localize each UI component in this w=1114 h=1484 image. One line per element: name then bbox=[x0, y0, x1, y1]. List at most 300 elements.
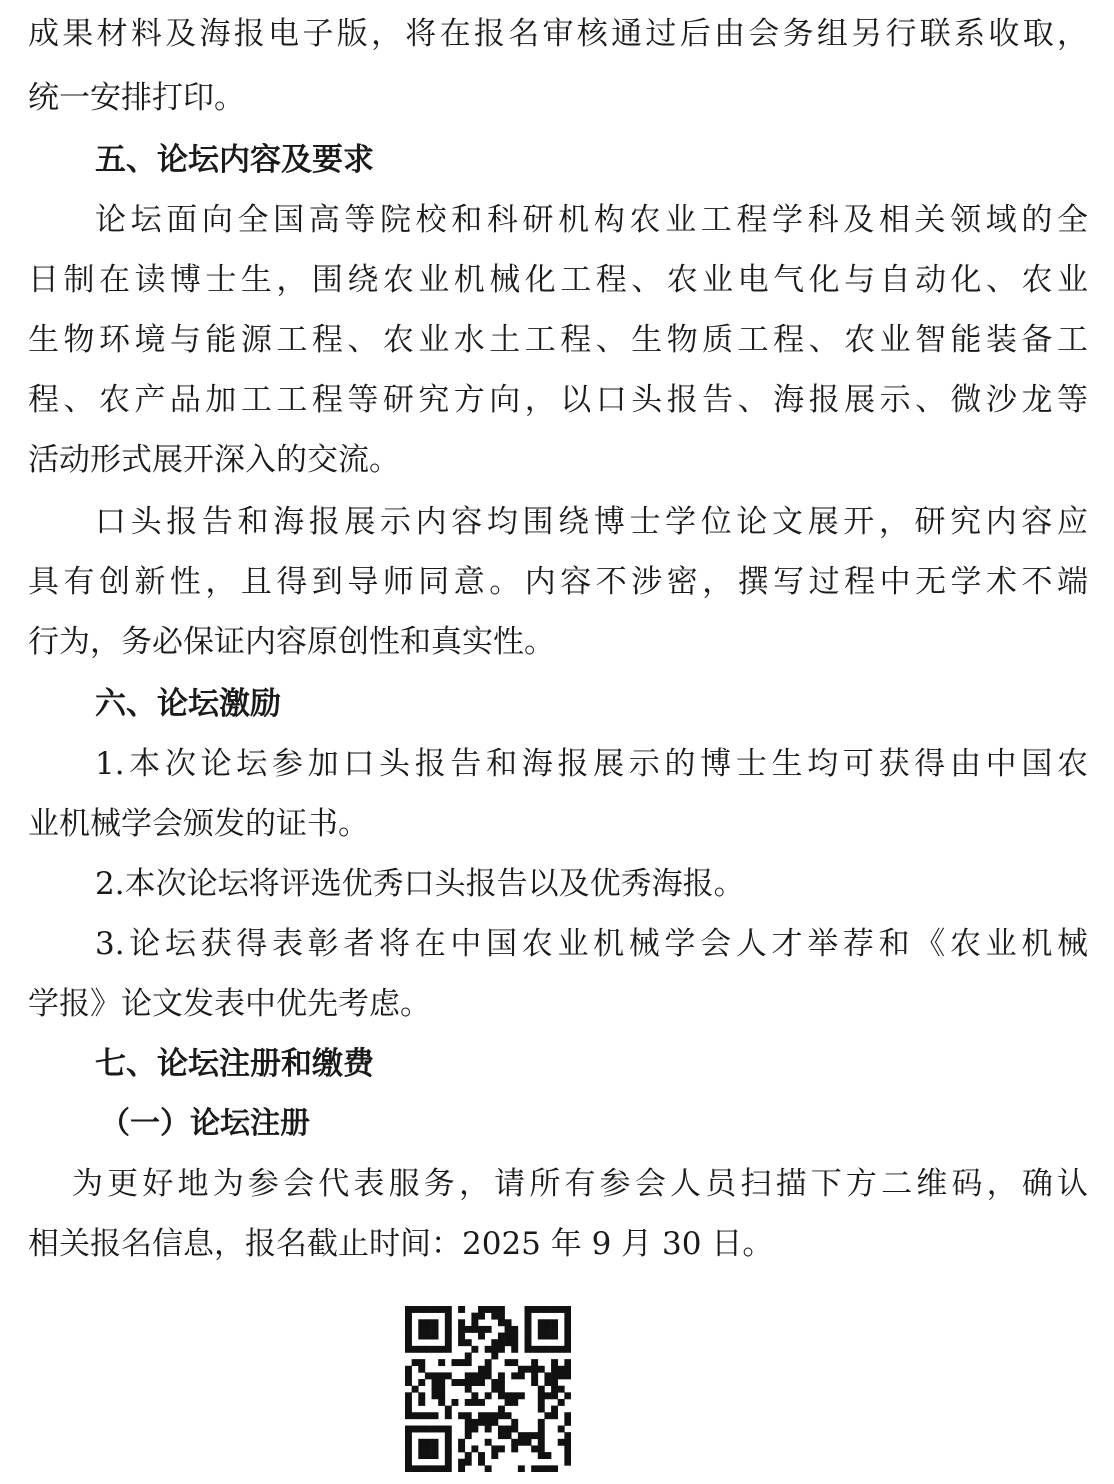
qr-module bbox=[491, 1379, 498, 1386]
qr-module bbox=[451, 1359, 458, 1366]
qr-module bbox=[544, 1306, 551, 1313]
qr-module bbox=[445, 1346, 452, 1353]
qr-module bbox=[551, 1333, 558, 1340]
qr-module bbox=[564, 1372, 571, 1379]
qr-module bbox=[564, 1333, 571, 1340]
qr-module bbox=[551, 1359, 558, 1366]
qr-module bbox=[564, 1313, 571, 1320]
qr-module bbox=[412, 1346, 419, 1353]
qr-module bbox=[458, 1333, 465, 1340]
qr-module bbox=[405, 1306, 412, 1313]
qr-module bbox=[418, 1445, 425, 1452]
section-5-p1-line-5: 活动形式展开深入的交流。 bbox=[28, 442, 400, 478]
qr-module bbox=[478, 1399, 485, 1406]
qr-module bbox=[531, 1359, 538, 1366]
qr-module bbox=[458, 1379, 465, 1386]
qr-module bbox=[465, 1339, 472, 1346]
qr-module bbox=[498, 1333, 505, 1340]
qr-module bbox=[485, 1419, 492, 1426]
qr-module bbox=[412, 1359, 419, 1366]
qr-module bbox=[432, 1319, 439, 1326]
qr-module bbox=[531, 1346, 538, 1353]
qr-module bbox=[405, 1445, 412, 1452]
qr-module bbox=[511, 1326, 518, 1333]
qr-module bbox=[551, 1379, 558, 1386]
qr-module bbox=[531, 1465, 538, 1472]
qr-module bbox=[432, 1439, 439, 1446]
qr-module bbox=[412, 1386, 419, 1393]
qr-module bbox=[405, 1366, 412, 1373]
qr-module bbox=[538, 1426, 545, 1433]
qr-module bbox=[511, 1419, 518, 1426]
qr-module bbox=[458, 1306, 465, 1313]
qr-module bbox=[511, 1392, 518, 1399]
qr-module bbox=[498, 1379, 505, 1386]
qr-module bbox=[531, 1432, 538, 1439]
qr-module bbox=[511, 1445, 518, 1452]
qr-module bbox=[418, 1439, 425, 1446]
qr-module bbox=[558, 1372, 565, 1379]
qr-module bbox=[405, 1392, 412, 1399]
qr-module bbox=[458, 1359, 465, 1366]
qr-module bbox=[511, 1339, 518, 1346]
qr-module bbox=[525, 1366, 532, 1373]
qr-module bbox=[445, 1319, 452, 1326]
qr-module bbox=[405, 1459, 412, 1466]
qr-module bbox=[445, 1372, 452, 1379]
qr-module bbox=[405, 1339, 412, 1346]
qr-module bbox=[425, 1333, 432, 1340]
qr-module bbox=[425, 1445, 432, 1452]
qr-module bbox=[538, 1419, 545, 1426]
qr-module bbox=[478, 1459, 485, 1466]
qr-module bbox=[564, 1459, 571, 1466]
qr-module bbox=[465, 1372, 472, 1379]
qr-module bbox=[551, 1392, 558, 1399]
qr-module bbox=[551, 1372, 558, 1379]
qr-module bbox=[505, 1399, 512, 1406]
qr-module bbox=[511, 1346, 518, 1353]
qr-module bbox=[418, 1326, 425, 1333]
qr-module bbox=[564, 1439, 571, 1446]
qr-module bbox=[538, 1366, 545, 1373]
qr-module bbox=[518, 1366, 525, 1373]
qr-module bbox=[465, 1426, 472, 1433]
qr-module bbox=[538, 1439, 545, 1446]
qr-module bbox=[538, 1432, 545, 1439]
qr-module bbox=[505, 1326, 512, 1333]
section-5-p1-line-3: 生物环境与能源工程、农业水土工程、生物质工程、农业智能装备工 bbox=[28, 322, 1088, 358]
qr-module bbox=[485, 1366, 492, 1373]
qr-module bbox=[564, 1412, 571, 1419]
qr-module bbox=[531, 1445, 538, 1452]
qr-module bbox=[538, 1465, 545, 1472]
qr-module bbox=[478, 1333, 485, 1340]
qr-module bbox=[451, 1379, 458, 1386]
qr-module bbox=[418, 1452, 425, 1459]
qr-module bbox=[564, 1432, 571, 1439]
qr-module bbox=[478, 1419, 485, 1426]
qr-module bbox=[458, 1445, 465, 1452]
qr-module bbox=[505, 1339, 512, 1346]
qr-module bbox=[458, 1319, 465, 1326]
qr-module bbox=[425, 1465, 432, 1472]
qr-module bbox=[432, 1346, 439, 1353]
qr-module bbox=[498, 1346, 505, 1353]
qr-module bbox=[538, 1406, 545, 1413]
qr-module bbox=[445, 1432, 452, 1439]
qr-module bbox=[418, 1412, 425, 1419]
section-5-heading: 五、论坛内容及要求 bbox=[95, 142, 374, 178]
qr-module bbox=[544, 1372, 551, 1379]
qr-module bbox=[491, 1419, 498, 1426]
qr-module bbox=[498, 1319, 505, 1326]
qr-module bbox=[505, 1432, 512, 1439]
qr-module bbox=[432, 1379, 439, 1386]
section-7-heading: 七、论坛注册和缴费 bbox=[95, 1046, 374, 1082]
qr-code-graphic bbox=[405, 1306, 571, 1472]
qr-module bbox=[438, 1386, 445, 1393]
qr-module bbox=[471, 1399, 478, 1406]
qr-module bbox=[471, 1319, 478, 1326]
qr-module bbox=[478, 1313, 485, 1320]
qr-module bbox=[445, 1445, 452, 1452]
qr-module bbox=[485, 1392, 492, 1399]
qr-module bbox=[478, 1452, 485, 1459]
qr-module bbox=[471, 1372, 478, 1379]
qr-module bbox=[538, 1346, 545, 1353]
qr-module bbox=[544, 1333, 551, 1340]
section-6-item-1-line-2: 业机械学会颁发的证书。 bbox=[28, 806, 369, 842]
qr-module bbox=[432, 1426, 439, 1433]
qr-module bbox=[405, 1452, 412, 1459]
qr-module bbox=[405, 1439, 412, 1446]
qr-module bbox=[412, 1306, 419, 1313]
qr-module bbox=[498, 1313, 505, 1320]
qr-module bbox=[432, 1306, 439, 1313]
qr-module bbox=[471, 1379, 478, 1386]
qr-module bbox=[445, 1452, 452, 1459]
qr-module bbox=[485, 1359, 492, 1366]
qr-module bbox=[538, 1386, 545, 1393]
qr-module bbox=[451, 1399, 458, 1406]
qr-module bbox=[458, 1412, 465, 1419]
qr-module bbox=[405, 1346, 412, 1353]
qr-module bbox=[525, 1326, 532, 1333]
qr-module bbox=[525, 1306, 532, 1313]
qr-module bbox=[465, 1412, 472, 1419]
qr-module bbox=[432, 1326, 439, 1333]
qr-module bbox=[471, 1346, 478, 1353]
qr-module bbox=[471, 1313, 478, 1320]
qr-module bbox=[465, 1359, 472, 1366]
qr-module bbox=[485, 1439, 492, 1446]
qr-module bbox=[525, 1313, 532, 1320]
qr-module bbox=[445, 1313, 452, 1320]
qr-module bbox=[498, 1412, 505, 1419]
qr-module bbox=[458, 1339, 465, 1346]
qr-module bbox=[564, 1452, 571, 1459]
qr-module bbox=[558, 1439, 565, 1446]
qr-module bbox=[425, 1306, 432, 1313]
qr-module bbox=[405, 1372, 412, 1379]
qr-module bbox=[511, 1399, 518, 1406]
qr-module bbox=[471, 1445, 478, 1452]
qr-module bbox=[498, 1372, 505, 1379]
qr-module bbox=[438, 1379, 445, 1386]
qr-module bbox=[525, 1319, 532, 1326]
qr-module bbox=[531, 1372, 538, 1379]
section-7-p1-line-1: 为更好地为参会代表服务，请所有参会人员扫描下方二维码，确认 bbox=[72, 1166, 1088, 1202]
qr-module bbox=[432, 1452, 439, 1459]
qr-module bbox=[518, 1372, 525, 1379]
qr-module bbox=[405, 1399, 412, 1406]
qr-module bbox=[425, 1319, 432, 1326]
qr-module bbox=[445, 1339, 452, 1346]
qr-module bbox=[491, 1346, 498, 1353]
qr-module bbox=[544, 1326, 551, 1333]
qr-module bbox=[491, 1313, 498, 1320]
qr-module bbox=[478, 1326, 485, 1333]
section-6-item-2: 2.本次论坛将评选优秀口头报告以及优秀海报。 bbox=[95, 866, 745, 902]
qr-module bbox=[485, 1346, 492, 1353]
intro-line-2: 统一安排打印。 bbox=[28, 80, 245, 116]
qr-module bbox=[564, 1326, 571, 1333]
qr-module bbox=[432, 1412, 439, 1419]
qr-module bbox=[551, 1326, 558, 1333]
qr-module bbox=[478, 1372, 485, 1379]
qr-module bbox=[432, 1372, 439, 1379]
qr-module bbox=[538, 1333, 545, 1340]
qr-module bbox=[564, 1346, 571, 1353]
section-6-item-1-line-1: 1.本次论坛参加口头报告和海报展示的博士生均可获得由中国农 bbox=[95, 746, 1088, 782]
qr-module bbox=[445, 1333, 452, 1340]
qr-module bbox=[558, 1386, 565, 1393]
qr-module bbox=[418, 1399, 425, 1406]
section-5-p1-line-4: 程、农产品加工工程等研究方向，以口头报告、海报展示、微沙龙等 bbox=[28, 382, 1088, 418]
qr-module bbox=[465, 1419, 472, 1426]
qr-module bbox=[491, 1339, 498, 1346]
qr-module bbox=[445, 1426, 452, 1433]
qr-module bbox=[531, 1306, 538, 1313]
qr-module bbox=[418, 1306, 425, 1313]
qr-module bbox=[405, 1313, 412, 1320]
qr-module bbox=[478, 1366, 485, 1373]
qr-module bbox=[471, 1419, 478, 1426]
qr-module bbox=[445, 1406, 452, 1413]
qr-module bbox=[538, 1445, 545, 1452]
qr-module bbox=[425, 1426, 432, 1433]
qr-module bbox=[518, 1465, 525, 1472]
qr-module bbox=[498, 1339, 505, 1346]
qr-module bbox=[525, 1339, 532, 1346]
section-7-p1-line-2: 相关报名信息，报名截止时间：2025 年 9 月 30 日。 bbox=[28, 1226, 774, 1262]
section-7-subheading-1: （一）论坛注册 bbox=[100, 1106, 310, 1141]
qr-module bbox=[465, 1379, 472, 1386]
qr-module bbox=[412, 1426, 419, 1433]
qr-module bbox=[425, 1452, 432, 1459]
qr-module bbox=[418, 1319, 425, 1326]
qr-module bbox=[518, 1392, 525, 1399]
section-6-heading: 六、论坛激励 bbox=[95, 686, 281, 722]
qr-module bbox=[418, 1359, 425, 1366]
qr-module bbox=[405, 1432, 412, 1439]
qr-module bbox=[551, 1306, 558, 1313]
qr-module bbox=[465, 1459, 472, 1466]
qr-module bbox=[538, 1319, 545, 1326]
qr-module bbox=[511, 1439, 518, 1446]
qr-module bbox=[478, 1412, 485, 1419]
qr-module bbox=[445, 1412, 452, 1419]
qr-module bbox=[458, 1465, 465, 1472]
qr-module bbox=[558, 1399, 565, 1406]
section-5-p2-line-2: 具有创新性，且得到导师同意。内容不涉密，撰写过程中无学术不端 bbox=[28, 564, 1088, 600]
qr-module bbox=[505, 1426, 512, 1433]
qr-module bbox=[538, 1399, 545, 1406]
qr-module bbox=[445, 1439, 452, 1446]
qr-module bbox=[438, 1465, 445, 1472]
qr-module bbox=[478, 1379, 485, 1386]
qr-module bbox=[438, 1426, 445, 1433]
qr-module bbox=[544, 1412, 551, 1419]
qr-module bbox=[551, 1406, 558, 1413]
qr-module bbox=[518, 1432, 525, 1439]
qr-module bbox=[465, 1452, 472, 1459]
section-5-p1-line-1: 论坛面向全国高等院校和科研机构农业工程学科及相关领域的全 bbox=[95, 202, 1088, 238]
qr-module bbox=[465, 1432, 472, 1439]
qr-module bbox=[445, 1306, 452, 1313]
qr-module bbox=[425, 1412, 432, 1419]
qr-module bbox=[425, 1439, 432, 1446]
qr-module bbox=[425, 1326, 432, 1333]
section-5-p2-line-1: 口头报告和海报展示内容均围绕博士学位论文展开，研究内容应 bbox=[95, 504, 1088, 540]
qr-module bbox=[564, 1306, 571, 1313]
qr-module bbox=[491, 1306, 498, 1313]
qr-module bbox=[498, 1392, 505, 1399]
qr-module bbox=[432, 1392, 439, 1399]
qr-module bbox=[558, 1426, 565, 1433]
qr-module bbox=[511, 1372, 518, 1379]
qr-module bbox=[458, 1459, 465, 1466]
qr-module bbox=[538, 1452, 545, 1459]
qr-module bbox=[564, 1419, 571, 1426]
qr-module bbox=[498, 1426, 505, 1433]
qr-module bbox=[491, 1352, 498, 1359]
qr-module bbox=[511, 1359, 518, 1366]
qr-module bbox=[551, 1465, 558, 1472]
qr-module bbox=[458, 1326, 465, 1333]
qr-module bbox=[564, 1366, 571, 1373]
qr-module bbox=[465, 1386, 472, 1393]
qr-module bbox=[485, 1465, 492, 1472]
qr-module bbox=[525, 1439, 532, 1446]
qr-module bbox=[511, 1333, 518, 1340]
qr-module bbox=[438, 1372, 445, 1379]
qr-module bbox=[564, 1319, 571, 1326]
qr-module bbox=[544, 1319, 551, 1326]
qr-module bbox=[458, 1439, 465, 1446]
qr-module bbox=[418, 1379, 425, 1386]
qr-module bbox=[465, 1326, 472, 1333]
qr-module bbox=[412, 1465, 419, 1472]
qr-module bbox=[478, 1306, 485, 1313]
qr-module bbox=[412, 1412, 419, 1419]
qr-module bbox=[418, 1426, 425, 1433]
qr-module bbox=[551, 1346, 558, 1353]
qr-module bbox=[544, 1452, 551, 1459]
qr-code-icon bbox=[405, 1306, 571, 1472]
qr-module bbox=[544, 1379, 551, 1386]
qr-module bbox=[438, 1399, 445, 1406]
qr-module bbox=[525, 1432, 532, 1439]
qr-module bbox=[485, 1326, 492, 1333]
qr-module bbox=[544, 1465, 551, 1472]
qr-module bbox=[405, 1406, 412, 1413]
intro-line-1: 成果材料及海报电子版，将在报名审核通过后由会务组另行联系收取， bbox=[28, 16, 1088, 52]
qr-module bbox=[471, 1326, 478, 1333]
qr-module bbox=[505, 1412, 512, 1419]
qr-module bbox=[525, 1333, 532, 1340]
qr-module bbox=[498, 1306, 505, 1313]
qr-module bbox=[485, 1412, 492, 1419]
qr-module bbox=[445, 1326, 452, 1333]
qr-module bbox=[405, 1412, 412, 1419]
qr-module bbox=[538, 1326, 545, 1333]
qr-module bbox=[432, 1386, 439, 1393]
qr-module bbox=[438, 1359, 445, 1366]
section-5-p1-line-2: 日制在读博士生，围绕农业机械化工程、农业电气化与自动化、农业 bbox=[28, 262, 1088, 298]
qr-module bbox=[551, 1412, 558, 1419]
qr-module bbox=[485, 1372, 492, 1379]
qr-module bbox=[405, 1326, 412, 1333]
section-5-p2-line-3: 行为，务必保证内容原创性和真实性。 bbox=[28, 624, 555, 660]
qr-module bbox=[438, 1346, 445, 1353]
qr-module bbox=[564, 1392, 571, 1399]
qr-module bbox=[531, 1379, 538, 1386]
qr-module bbox=[425, 1346, 432, 1353]
qr-module bbox=[418, 1465, 425, 1472]
qr-module bbox=[525, 1346, 532, 1353]
qr-module bbox=[405, 1333, 412, 1340]
qr-module bbox=[498, 1386, 505, 1393]
qr-module bbox=[544, 1346, 551, 1353]
qr-module bbox=[405, 1379, 412, 1386]
qr-module bbox=[518, 1439, 525, 1446]
qr-module bbox=[564, 1339, 571, 1346]
qr-module bbox=[558, 1346, 565, 1353]
qr-module bbox=[418, 1392, 425, 1399]
qr-module bbox=[505, 1333, 512, 1340]
qr-module bbox=[558, 1306, 565, 1313]
qr-module bbox=[538, 1392, 545, 1399]
qr-module bbox=[405, 1426, 412, 1433]
qr-module bbox=[505, 1359, 512, 1366]
qr-module bbox=[405, 1465, 412, 1472]
section-6-item-3-line-2: 学报》论文发表中优先考虑。 bbox=[28, 986, 431, 1022]
qr-module bbox=[485, 1306, 492, 1313]
qr-module bbox=[498, 1445, 505, 1452]
qr-module bbox=[438, 1306, 445, 1313]
qr-module bbox=[498, 1406, 505, 1413]
qr-module bbox=[432, 1445, 439, 1452]
qr-module bbox=[564, 1359, 571, 1366]
qr-module bbox=[491, 1386, 498, 1393]
qr-module bbox=[491, 1412, 498, 1419]
qr-module bbox=[544, 1392, 551, 1399]
qr-module bbox=[465, 1352, 472, 1359]
qr-module bbox=[531, 1366, 538, 1373]
qr-module bbox=[471, 1426, 478, 1433]
